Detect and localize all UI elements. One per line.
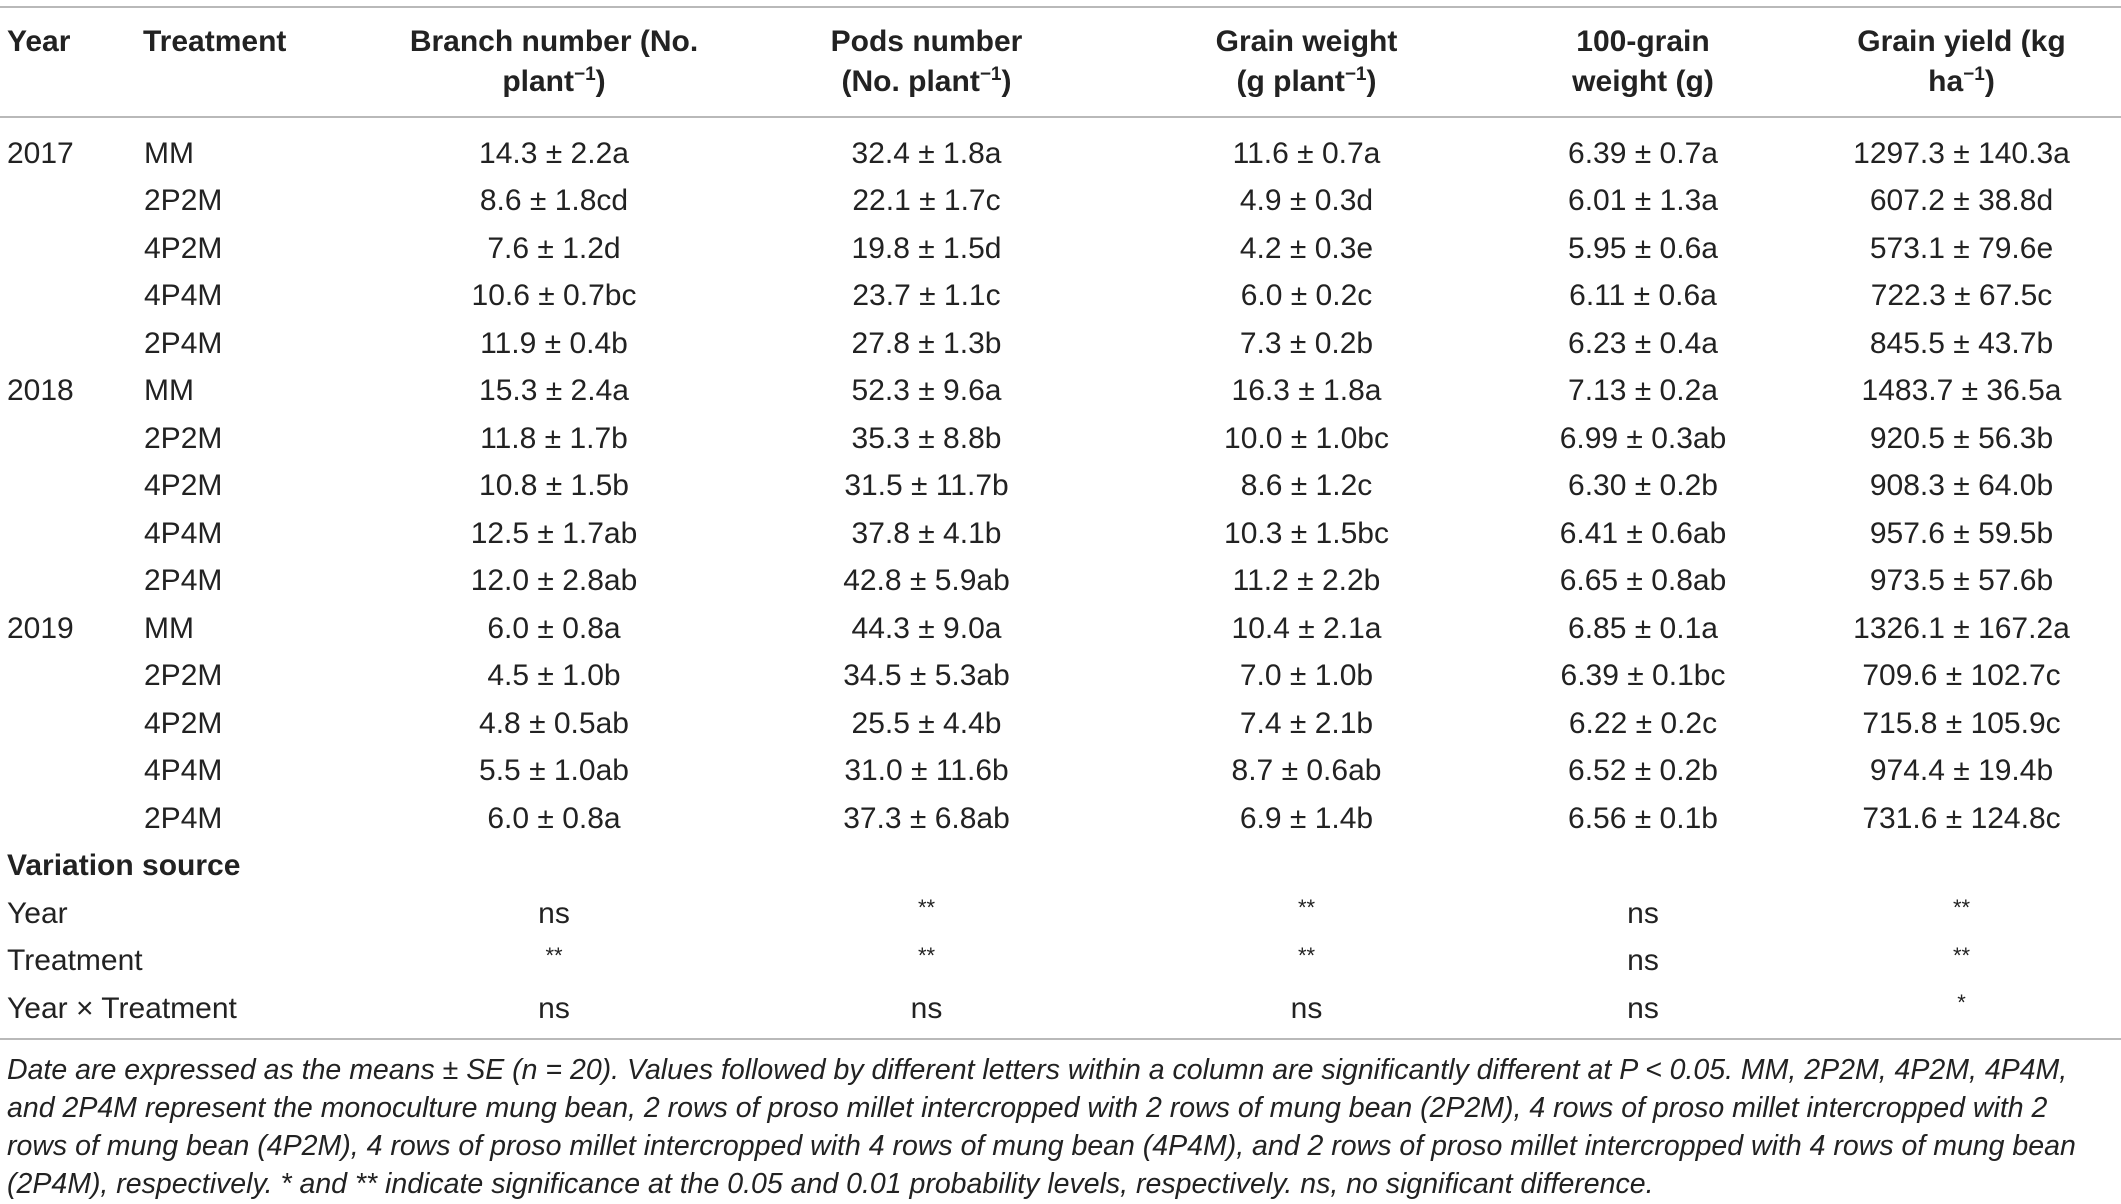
pods-cell: 23.7 ± 1.1c: [852, 279, 1001, 313]
pods-cell: 34.5 ± 5.3ab: [843, 659, 1010, 693]
variation-row: [0, 890, 2121, 938]
year-cell: [0, 557, 136, 605]
treatment-cell: 2P2M: [144, 421, 223, 455]
header-pods-sup: −1: [979, 63, 1002, 85]
header-branch-tail: ): [595, 64, 606, 98]
treatment-cell: MM: [144, 374, 194, 408]
variation-source-cell: Year × Treatment: [0, 985, 384, 1040]
header-pods-number: [724, 7, 1129, 117]
grain-weight-cell: 7.4 ± 2.1b: [1239, 706, 1374, 740]
hundred-grain-cell: 6.23 ± 0.4a: [1568, 326, 1718, 360]
header-gy-line1: Grain yield (kg: [1857, 25, 2066, 58]
hundred-grain-significance-cell: ns: [1484, 985, 1802, 1040]
year-cell: [0, 795, 136, 843]
treatment-cell: 4P2M: [144, 469, 223, 503]
table-row: [0, 605, 2121, 653]
branch-significance-cell-stars: **: [545, 942, 563, 968]
grain-weight-cell: 7.3 ± 0.2b: [1239, 326, 1374, 360]
hundred-grain-cell: 5.95 ± 0.6a: [1568, 231, 1718, 265]
branch-significance-cell: ns: [384, 985, 724, 1040]
grain-weight-cell: 11.6 ± 0.7a: [1232, 136, 1381, 170]
pods-significance-cell-stars: **: [917, 895, 936, 921]
grain-yield-cell: 908.3 ± 64.0b: [1869, 469, 2054, 503]
hundred-grain-cell: 6.99 ± 0.3ab: [1559, 421, 1727, 455]
grain-weight-significance-cell: [1129, 890, 1484, 938]
data-table: [0, 6, 2121, 1040]
grain-weight-cell: 8.7 ± 0.6ab: [1231, 754, 1382, 788]
pods-cell: 35.3 ± 8.8b: [851, 421, 1002, 455]
branch-significance-cell: ns: [538, 896, 570, 930]
grain-yield-cell: 845.5 ± 43.7b: [1869, 326, 2054, 360]
variation-source-cell: Year: [7, 896, 68, 930]
pods-cell: 25.5 ± 4.4b: [851, 706, 1002, 740]
header-gw-line2: (g plant: [1236, 64, 1345, 98]
pods-cell: 52.3 ± 9.6a: [851, 374, 1002, 408]
hundred-grain-cell: 6.85 ± 0.1a: [1568, 611, 1718, 645]
branch-cell: 11.9 ± 0.4b: [480, 326, 628, 360]
year-cell: 2017: [7, 136, 74, 170]
branch-cell: 5.5 ± 1.0ab: [479, 754, 629, 788]
branch-cell: 10.6 ± 0.7bc: [471, 279, 637, 313]
grain-yield-cell: 1326.1 ± 167.2a: [1853, 611, 2070, 645]
year-cell: [0, 510, 136, 558]
year-cell: 2018: [7, 374, 74, 408]
year-cell: [0, 747, 136, 795]
grain-yield-significance-cell: [1802, 937, 2121, 985]
grain-weight-significance-cell-stars: **: [1297, 895, 1316, 921]
year-cell: [0, 320, 136, 368]
variation-row: [0, 937, 2121, 985]
pods-cell: 27.8 ± 1.3b: [851, 326, 1002, 360]
grain-yield-cell: 1297.3 ± 140.3a: [1853, 136, 2070, 170]
variation-source-heading: Variation source: [7, 849, 241, 883]
treatment-cell: 4P4M: [144, 754, 223, 788]
treatment-cell: 2P2M: [144, 659, 223, 693]
year-cell: [0, 700, 136, 748]
pods-cell: 31.0 ± 11.6b: [844, 754, 1009, 788]
grain-weight-cell: 6.9 ± 1.4b: [1239, 801, 1374, 835]
header-branch-line1: Branch number (No.: [409, 25, 699, 58]
variation-row: [0, 985, 2121, 1040]
grain-weight-cell: 16.3 ± 1.8a: [1231, 374, 1382, 408]
header-pods-line2: (No. plant: [841, 64, 980, 98]
pods-cell: 42.8 ± 5.9ab: [843, 564, 1010, 598]
year-cell: [0, 225, 136, 273]
grain-weight-cell: 10.0 ± 1.0bc: [1224, 421, 1389, 455]
variation-source-heading-row: [0, 842, 2121, 890]
table-row: [0, 652, 2121, 700]
table-row: [0, 225, 2121, 273]
header-branch-number: [384, 7, 724, 117]
pods-cell: 19.8 ± 1.5d: [851, 231, 1002, 265]
header-grain-yield: [1802, 7, 2121, 117]
grain-yield-significance-cell-stars: *: [1957, 990, 1966, 1016]
table-row: [0, 367, 2121, 415]
hundred-grain-cell: 6.22 ± 0.2c: [1568, 706, 1718, 740]
header-100-grain-weight: [1484, 7, 1802, 117]
hundred-grain-cell: 6.56 ± 0.1b: [1568, 801, 1718, 835]
pods-cell: 22.1 ± 1.7c: [852, 184, 1001, 218]
hundred-grain-cell: 6.39 ± 0.1bc: [1560, 659, 1726, 693]
branch-cell: 4.5 ± 1.0b: [487, 659, 621, 693]
treatment-cell: 4P2M: [144, 706, 223, 740]
branch-cell: 7.6 ± 1.2d: [487, 231, 621, 265]
hundred-grain-cell: 6.01 ± 1.3a: [1568, 184, 1718, 218]
treatment-cell: 2P4M: [144, 564, 223, 598]
grain-weight-cell: 4.9 ± 0.3d: [1239, 184, 1374, 218]
grain-yield-cell: 1483.7 ± 36.5a: [1861, 374, 2062, 408]
grain-yield-significance-cell: [1802, 890, 2121, 938]
grain-weight-cell: 7.0 ± 1.0b: [1239, 659, 1374, 693]
grain-yield-cell: 709.6 ± 102.7c: [1862, 659, 2061, 693]
header-hgw-line2: weight (g): [1572, 64, 1714, 98]
hundred-grain-cell: 6.41 ± 0.6ab: [1559, 516, 1727, 550]
header-treatment: Treatment: [143, 25, 287, 58]
table-row: [0, 700, 2121, 748]
grain-yield-cell: 731.6 ± 124.8c: [1862, 801, 2061, 835]
grain-weight-cell: 8.6 ± 1.2c: [1240, 469, 1373, 503]
grain-weight-significance-cell: ns: [1129, 985, 1484, 1040]
header-gw-line1: Grain weight: [1215, 25, 1398, 58]
header-pods-line1: Pods number: [830, 25, 1023, 58]
hundred-grain-significance-cell: ns: [1627, 896, 1659, 930]
grain-weight-significance-cell-stars: **: [1297, 942, 1316, 968]
header-year: Year: [7, 25, 71, 58]
branch-cell: 11.8 ± 1.7b: [480, 421, 628, 455]
branch-cell: 4.8 ± 0.5ab: [479, 706, 629, 740]
hundred-grain-cell: 6.52 ± 0.2b: [1568, 754, 1718, 788]
grain-weight-cell: 10.4 ± 2.1a: [1231, 611, 1382, 645]
hundred-grain-significance-cell: ns: [1627, 944, 1659, 978]
hundred-grain-cell: 6.65 ± 0.8ab: [1559, 564, 1727, 598]
grain-weight-cell: 4.2 ± 0.3e: [1239, 231, 1374, 265]
year-cell: [0, 652, 136, 700]
grain-weight-cell: 10.3 ± 1.5bc: [1224, 516, 1389, 550]
branch-cell: 6.0 ± 0.8a: [487, 611, 621, 645]
header-branch-line2: plant: [502, 64, 574, 98]
branch-cell: 12.5 ± 1.7ab: [470, 516, 638, 550]
grain-yield-cell: 715.8 ± 105.9c: [1862, 706, 2061, 740]
grain-yield-cell: 722.3 ± 67.5c: [1870, 279, 2053, 313]
header-hgw-line1: 100-grain: [1576, 25, 1710, 58]
treatment-cell: MM: [144, 136, 194, 170]
branch-cell: 14.3 ± 2.2a: [479, 136, 629, 170]
pods-significance-cell: [724, 937, 1129, 985]
header-row: [0, 7, 2121, 117]
hundred-grain-cell: 6.11 ± 0.6a: [1569, 279, 1717, 313]
header-branch-sup: −1: [574, 63, 596, 85]
branch-significance-cell: [384, 937, 724, 985]
grain-yield-cell: 573.1 ± 79.6e: [1869, 231, 2054, 265]
treatment-cell: 2P4M: [144, 801, 223, 835]
table-row: [0, 117, 2121, 178]
table-body: [0, 117, 2121, 1040]
grain-yield-cell: 973.5 ± 57.6b: [1869, 564, 2054, 598]
treatment-cell: 4P4M: [144, 516, 223, 550]
grain-yield-significance-cell-stars: **: [1952, 942, 1971, 968]
pods-cell: 37.3 ± 6.8ab: [843, 801, 1010, 835]
grain-weight-cell: 6.0 ± 0.2c: [1240, 279, 1373, 313]
branch-cell: 8.6 ± 1.8cd: [479, 184, 629, 218]
variation-source-cell: Treatment: [7, 944, 143, 978]
grain-weight-significance-cell: [1129, 937, 1484, 985]
grain-yield-significance-cell: [1802, 985, 2121, 1040]
year-cell: [0, 462, 136, 510]
pods-significance-cell: [724, 890, 1129, 938]
table-row: [0, 510, 2121, 558]
treatment-cell: 2P2M: [144, 184, 223, 218]
year-cell: [0, 415, 136, 463]
header-gy-line2: ha: [1928, 64, 1964, 98]
hundred-grain-cell: 6.39 ± 0.7a: [1568, 136, 1718, 170]
branch-cell: 6.0 ± 0.8a: [487, 801, 621, 835]
pods-cell: 31.5 ± 11.7b: [844, 469, 1009, 503]
hundred-grain-cell: 7.13 ± 0.2a: [1568, 374, 1718, 408]
treatment-cell: 4P4M: [144, 279, 223, 313]
treatment-cell: 4P2M: [144, 231, 223, 265]
pods-significance-cell: ns: [724, 985, 1129, 1040]
table-row: [0, 415, 2121, 463]
table-row: [0, 177, 2121, 225]
branch-cell: 15.3 ± 2.4a: [479, 374, 629, 408]
table-row: [0, 795, 2121, 843]
year-cell: 2019: [7, 611, 74, 645]
grain-weight-cell: 11.2 ± 2.2b: [1232, 564, 1381, 598]
grain-yield-cell: 607.2 ± 38.8d: [1869, 184, 2054, 218]
table-row: [0, 557, 2121, 605]
treatment-cell: 2P4M: [144, 326, 223, 360]
year-cell: [0, 272, 136, 320]
pods-cell: 32.4 ± 1.8a: [851, 136, 1002, 170]
pods-cell: 44.3 ± 9.0a: [851, 611, 1002, 645]
table-footnote: Date are expressed as the means ± SE (n = 20). Values followed by different letters within a column are significantly different at P < 0.05. MM, 2P2M, 4P2M, 4P4M, and 2P4M represent the monoculture mung bean, 2 rows of proso millet intercropped with 2 rows of mung bean (2P2M), 4 rows of proso millet intercropped with 2 rows of mung bean (4P2M), 4 rows of proso millet intercropped with 4 rows of mung bean (4P4M), and 2 rows of proso millet intercropped with 4 rows of mung bean (2P4M), respectively. * and ** indicate significance at the 0.05 and 0.01 probability levels, respectively. ns, no significant difference.: [7, 1054, 2076, 1200]
grain-yield-cell: 974.4 ± 19.4b: [1869, 754, 2054, 788]
grain-yield-cell: 920.5 ± 56.3b: [1869, 421, 2054, 455]
table-row: [0, 462, 2121, 510]
branch-cell: 12.0 ± 2.8ab: [470, 564, 638, 598]
header-gy-sup: −1: [1963, 63, 1985, 85]
table-row: [0, 272, 2121, 320]
branch-cell: 10.8 ± 1.5b: [479, 469, 629, 503]
grain-yield-significance-cell-stars: **: [1952, 895, 1971, 921]
pods-cell: 37.8 ± 4.1b: [851, 516, 1002, 550]
treatment-cell: MM: [144, 611, 194, 645]
hundred-grain-cell: 6.30 ± 0.2b: [1568, 469, 1718, 503]
year-cell: [0, 177, 136, 225]
table-row: [0, 747, 2121, 795]
header-gy-tail: ): [1984, 64, 1995, 98]
table-row: [0, 320, 2121, 368]
pods-significance-cell-stars: **: [917, 942, 936, 968]
header-gw-tail: ): [1366, 64, 1377, 98]
header-pods-tail: ): [1001, 64, 1012, 98]
header-gw-sup: −1: [1344, 63, 1367, 85]
header-grain-weight: [1129, 7, 1484, 117]
grain-yield-cell: 957.6 ± 59.5b: [1869, 516, 2054, 550]
